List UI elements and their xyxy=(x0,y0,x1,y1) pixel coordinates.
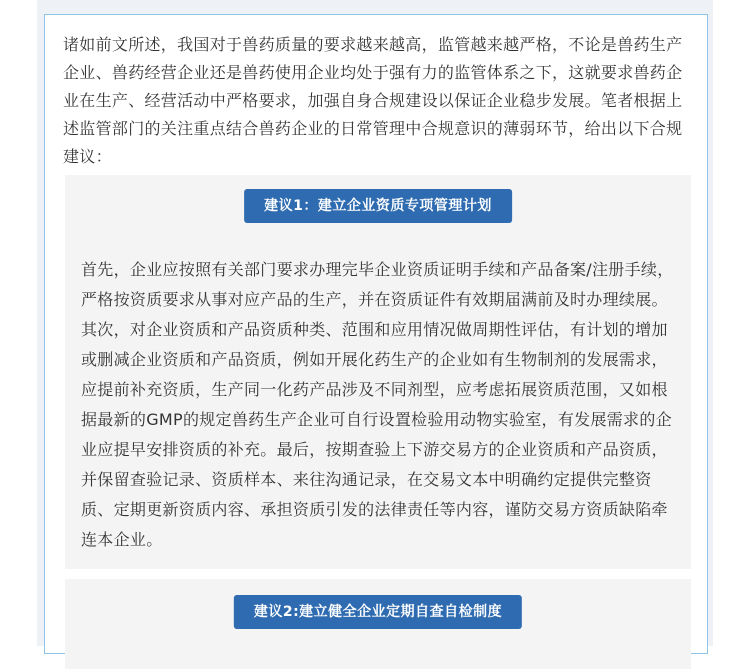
suggestion-1-body: 首先，企业应按照有关部门要求办理完毕企业资质证明手续和产品备案/注册手续，严格按资质要求从事对应产品的生产，并在资质证件有效期届满前及时办理续展。其次，对企业资质和产品资质种类、范围和应用情况做周期性评估，有计划的增加或删减企业资质和产品资质，例如开展化药生产的企业如有生物制剂的发展需求，应提前补充资质，生产同一化药产品涉及不同剂型，应考虑拓展资质范围，又如根据最新的GMP的规定兽药生产企业可自行设置检验用动物实验室，有发展需求的企业应提早安排资质的补充。最后，按期查验上下游交易方的企业资质和产品资质，并保留查验记录、资质样本、来往沟通记录，在交易文本中明确约定提供完整资质、定期更新资质内容、承担资质引发的法律责任等内容，谨防交易方资质缺陷牵连本企业。 xyxy=(81,260,674,549)
suggestion-section-1 xyxy=(65,175,691,569)
suggestion-1-title-badge: 建议1：建立企业资质专项管理计划 xyxy=(244,189,512,223)
suggestion-section-2 xyxy=(65,579,691,669)
intro-paragraph: 诸如前文所述，我国对于兽药质量的要求越来越高，监管越来越严格，不论是兽药生产企业、兽药经营企业还是兽药使用企业均处于强有力的监管体系之下，这就要求兽药企业在生产、经营活动中严格要求，加强自身合规建设以保证企业稳步发展。笔者根据上述监管部门的关注重点结合兽药企业的日常管理中合规意识的薄弱环节，给出以下合规建议： xyxy=(63,35,683,166)
article-card xyxy=(44,14,708,654)
suggestion-2-title-badge: 建议2:建立健全企业定期自查自检制度 xyxy=(234,595,522,629)
